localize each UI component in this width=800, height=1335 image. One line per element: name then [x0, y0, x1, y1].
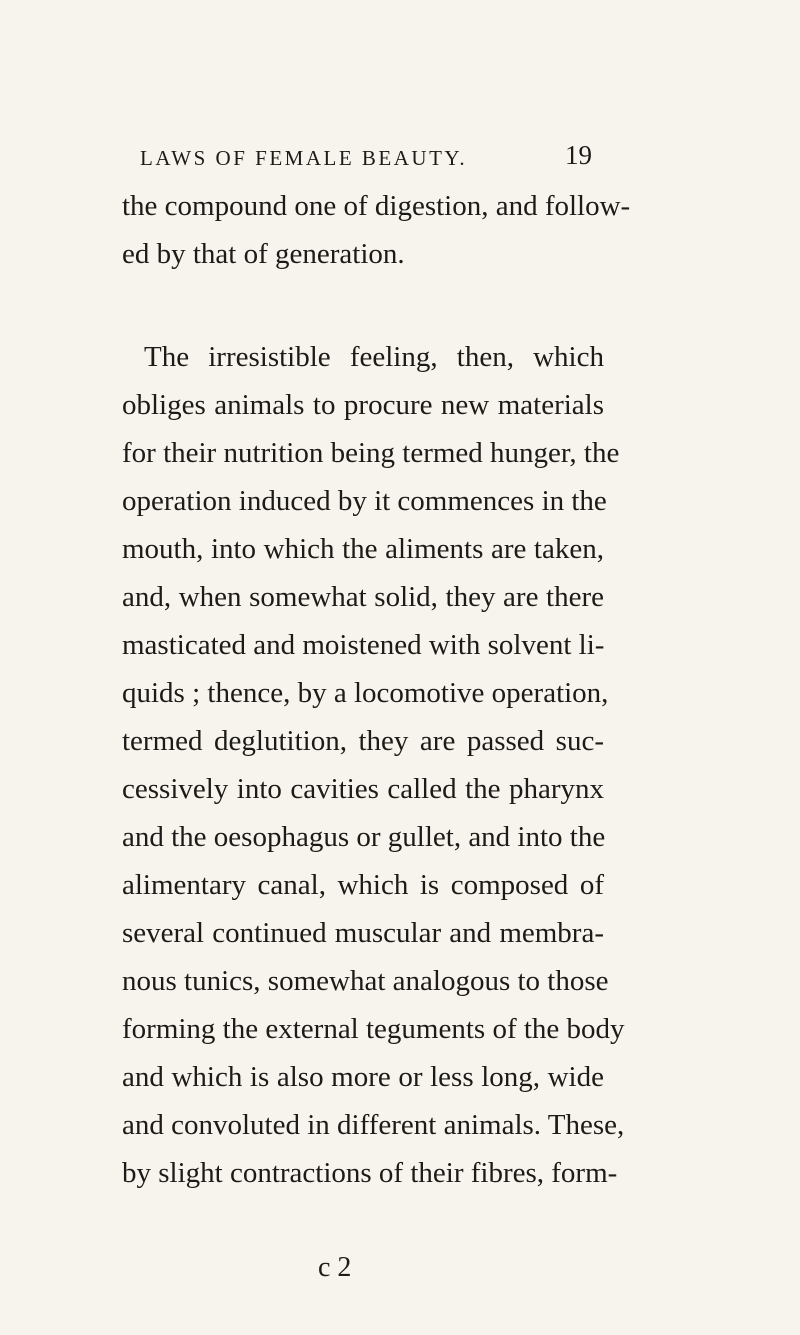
running-title: LAWS OF FEMALE BEAUTY. [140, 146, 468, 170]
text-line: obliges animals to procure new materials [122, 389, 604, 421]
text-line: and, when somewhat solid, they are there [122, 581, 604, 613]
paragraph [122, 182, 631, 278]
text-line: masticated and moistened with solvent li- [122, 629, 605, 661]
text-line: for their nutrition being termed hunger, the [122, 437, 620, 469]
text-line: operation induced by it commences in the [122, 485, 607, 517]
text-line: ed by that of generation. [122, 238, 405, 270]
text-line: quids ; thence, by a locomotive operation, [122, 677, 609, 709]
text-line: and which is also more or less long, wide [122, 1061, 604, 1093]
text-line: mouth, into which the aliments are taken, [122, 533, 604, 565]
text-line: and the oesophagus or gullet, and into the [122, 821, 606, 853]
text-line: cessively into cavities called the pharynx [122, 773, 604, 805]
signature-mark: c 2 [318, 1252, 352, 1283]
text-line: nous tunics, somewhat analogous to those [122, 965, 609, 997]
text-line: termed deglutition, they are passed suc- [122, 725, 604, 757]
text-line: the compound one of digestion, and follow- [122, 190, 631, 222]
running-head [140, 140, 592, 180]
text-line: by slight contractions of their fibres, form- [122, 1157, 618, 1189]
page-number: 19 [565, 140, 592, 170]
text-line: and convoluted in different animals. These, [122, 1109, 625, 1141]
text-line: forming the external teguments of the body [122, 1013, 625, 1045]
text-line: alimentary canal, which is composed of [122, 869, 604, 901]
paragraph [122, 333, 625, 1197]
text-line: several continued muscular and membra- [122, 917, 604, 949]
text-line: The irresistible feeling, then, which [144, 341, 604, 373]
